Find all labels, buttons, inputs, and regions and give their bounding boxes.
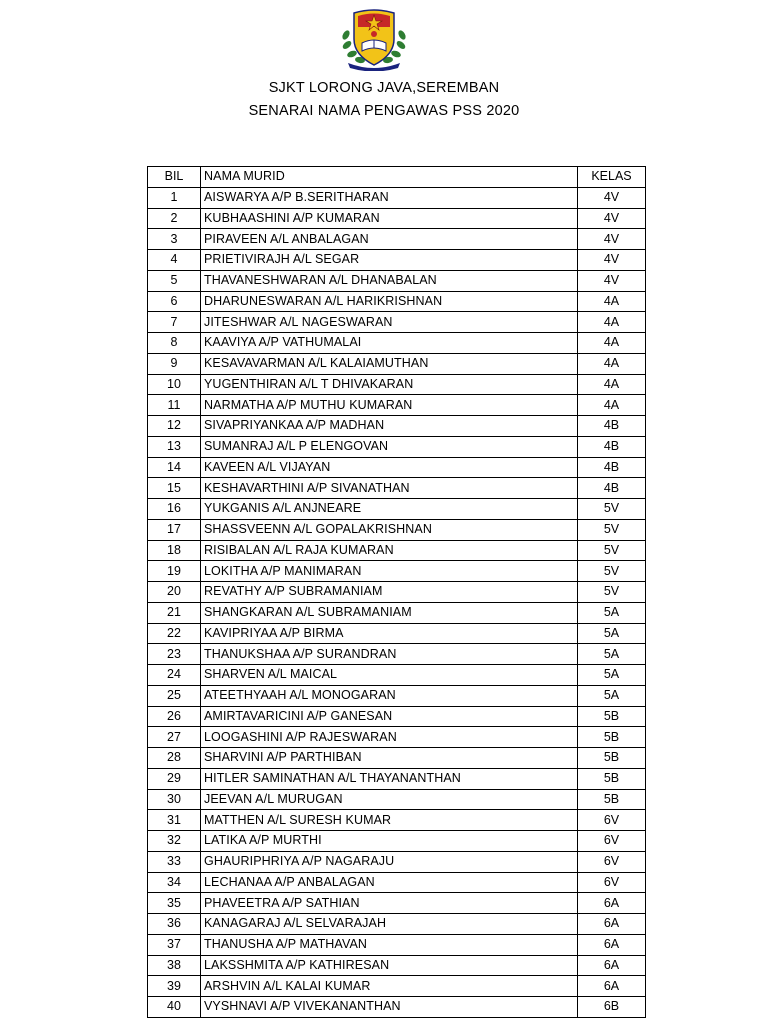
student-name-cell: KANAGARAJ A/L SELVARAJAH — [201, 914, 578, 935]
student-name-cell: ARSHVIN A/L KALAI KUMAR — [201, 976, 578, 997]
table-row — [148, 644, 646, 665]
student-name-cell: AMIRTAVARICINI A/P GANESAN — [201, 706, 578, 727]
row-number-cell: 24 — [148, 665, 201, 686]
row-number-cell: 1 — [148, 187, 201, 208]
row-number-cell: 6 — [148, 291, 201, 312]
class-cell: 5B — [578, 706, 646, 727]
class-cell: 6V — [578, 831, 646, 852]
table-row — [148, 914, 646, 935]
prefect-list-table — [147, 166, 646, 1018]
student-name-cell: SHARVINI A/P PARTHIBAN — [201, 748, 578, 769]
row-number-cell: 18 — [148, 540, 201, 561]
class-cell: 4V — [578, 229, 646, 250]
row-number-cell: 8 — [148, 333, 201, 354]
table-row — [148, 789, 646, 810]
class-cell: 4A — [578, 333, 646, 354]
class-cell: 4A — [578, 312, 646, 333]
class-cell: 4A — [578, 374, 646, 395]
student-name-cell: PHAVEETRA A/P SATHIAN — [201, 893, 578, 914]
table-row — [148, 893, 646, 914]
table-row — [148, 727, 646, 748]
row-number-cell: 19 — [148, 561, 201, 582]
table-row — [148, 768, 646, 789]
student-name-cell: GHAURIPHRIYA A/P NAGARAJU — [201, 851, 578, 872]
table-row — [148, 623, 646, 644]
row-number-cell: 10 — [148, 374, 201, 395]
student-name-cell: SIVAPRIYANKAA A/P MADHAN — [201, 416, 578, 437]
table-row — [148, 831, 646, 852]
student-name-cell: SHARVEN A/L MAICAL — [201, 665, 578, 686]
row-number-cell: 23 — [148, 644, 201, 665]
class-cell: 4B — [578, 416, 646, 437]
student-name-cell: KUBHAASHINI A/P KUMARAN — [201, 208, 578, 229]
row-number-cell: 30 — [148, 789, 201, 810]
class-cell: 6A — [578, 893, 646, 914]
table-row — [148, 872, 646, 893]
row-number-cell: 3 — [148, 229, 201, 250]
student-name-cell: SHASSVEENN A/L GOPALAKRISHNAN — [201, 519, 578, 540]
table-row — [148, 540, 646, 561]
student-name-cell: KESAVAVARMAN A/L KALAIAMUTHAN — [201, 353, 578, 374]
table-row — [148, 934, 646, 955]
class-cell: 6B — [578, 997, 646, 1018]
student-name-cell: ATEETHYAAH A/L MONOGARAN — [201, 685, 578, 706]
class-cell: 4A — [578, 353, 646, 374]
table-row — [148, 955, 646, 976]
table-row — [148, 270, 646, 291]
document-title: SENARAI NAMA PENGAWAS PSS 2020 — [248, 103, 520, 119]
student-name-cell: THAVANESHWARAN A/L DHANABALAN — [201, 270, 578, 291]
table-row — [148, 997, 646, 1018]
row-number-cell: 22 — [148, 623, 201, 644]
column-header-kelas: KELAS — [578, 167, 646, 188]
student-name-cell: NARMATHA A/P MUTHU KUMARAN — [201, 395, 578, 416]
class-cell: 5V — [578, 582, 646, 603]
student-name-cell: LATIKA A/P MURTHI — [201, 831, 578, 852]
student-name-cell: AISWARYA A/P B.SERITHARAN — [201, 187, 578, 208]
row-number-cell: 38 — [148, 955, 201, 976]
table-row — [148, 602, 646, 623]
class-cell: 6A — [578, 955, 646, 976]
table-row — [148, 312, 646, 333]
row-number-cell: 21 — [148, 602, 201, 623]
student-name-cell: KESHAVARTHINI A/P SIVANATHAN — [201, 478, 578, 499]
class-cell: 4V — [578, 250, 646, 271]
row-number-cell: 27 — [148, 727, 201, 748]
table-header-row — [148, 167, 646, 188]
row-number-cell: 14 — [148, 457, 201, 478]
row-number-cell: 31 — [148, 810, 201, 831]
row-number-cell: 26 — [148, 706, 201, 727]
student-name-cell: RISIBALAN A/L RAJA KUMARAN — [201, 540, 578, 561]
student-name-cell: LOKITHA A/P MANIMARAN — [201, 561, 578, 582]
table-row — [148, 499, 646, 520]
table-row — [148, 395, 646, 416]
student-name-cell: REVATHY A/P SUBRAMANIAM — [201, 582, 578, 603]
row-number-cell: 32 — [148, 831, 201, 852]
class-cell: 6V — [578, 851, 646, 872]
row-number-cell: 4 — [148, 250, 201, 271]
row-number-cell: 17 — [148, 519, 201, 540]
table-row — [148, 582, 646, 603]
table-row — [148, 810, 646, 831]
row-number-cell: 37 — [148, 934, 201, 955]
row-number-cell: 11 — [148, 395, 201, 416]
student-name-cell: PIRAVEEN A/L ANBALAGAN — [201, 229, 578, 250]
row-number-cell: 12 — [148, 416, 201, 437]
row-number-cell: 29 — [148, 768, 201, 789]
table-row — [148, 561, 646, 582]
student-name-cell: KAVEEN A/L VIJAYAN — [201, 457, 578, 478]
row-number-cell: 7 — [148, 312, 201, 333]
table-row — [148, 416, 646, 437]
class-cell: 5V — [578, 499, 646, 520]
student-name-cell: YUGENTHIRAN A/L T DHIVAKARAN — [201, 374, 578, 395]
student-name-cell: LOOGASHINI A/P RAJESWARAN — [201, 727, 578, 748]
student-name-cell: SUMANRAJ A/L P ELENGOVAN — [201, 436, 578, 457]
table-row — [148, 353, 646, 374]
class-cell: 5V — [578, 561, 646, 582]
row-number-cell: 5 — [148, 270, 201, 291]
student-name-cell: YUKGANIS A/L ANJNEARE — [201, 499, 578, 520]
class-cell: 5V — [578, 519, 646, 540]
school-crest-logo — [338, 5, 410, 71]
column-header-bil: BIL — [148, 167, 201, 188]
table-row — [148, 187, 646, 208]
row-number-cell: 28 — [148, 748, 201, 769]
student-name-cell: KAVIPRIYAA A/P BIRMA — [201, 623, 578, 644]
column-header-nama-murid: NAMA MURID — [201, 167, 578, 188]
class-cell: 6A — [578, 914, 646, 935]
class-cell: 5A — [578, 685, 646, 706]
row-number-cell: 25 — [148, 685, 201, 706]
student-name-cell: THANUKSHAA A/P SURANDRAN — [201, 644, 578, 665]
class-cell: 5V — [578, 540, 646, 561]
class-cell: 6V — [578, 872, 646, 893]
class-cell: 6A — [578, 934, 646, 955]
table-row — [148, 478, 646, 499]
table-row — [148, 333, 646, 354]
student-name-cell: SHANGKARAN A/L SUBRAMANIAM — [201, 602, 578, 623]
class-cell: 4A — [578, 291, 646, 312]
class-cell: 6A — [578, 976, 646, 997]
class-cell: 5B — [578, 789, 646, 810]
table-row — [148, 519, 646, 540]
table-row — [148, 976, 646, 997]
class-cell: 6V — [578, 810, 646, 831]
class-cell: 4V — [578, 270, 646, 291]
class-cell: 5A — [578, 602, 646, 623]
class-cell: 5B — [578, 748, 646, 769]
row-number-cell: 9 — [148, 353, 201, 374]
class-cell: 4V — [578, 187, 646, 208]
row-number-cell: 15 — [148, 478, 201, 499]
table-row — [148, 851, 646, 872]
row-number-cell: 16 — [148, 499, 201, 520]
class-cell: 4B — [578, 436, 646, 457]
row-number-cell: 33 — [148, 851, 201, 872]
row-number-cell: 2 — [148, 208, 201, 229]
student-name-cell: DHARUNESWARAN A/L HARIKRISHNAN — [201, 291, 578, 312]
student-name-cell: LECHANAA A/P ANBALAGAN — [201, 872, 578, 893]
class-cell: 5A — [578, 665, 646, 686]
table-row — [148, 748, 646, 769]
row-number-cell: 35 — [148, 893, 201, 914]
student-name-cell: LAKSSHMITA A/P KATHIRESAN — [201, 955, 578, 976]
table-row — [148, 436, 646, 457]
table-row — [148, 250, 646, 271]
student-name-cell: JEEVAN A/L MURUGAN — [201, 789, 578, 810]
row-number-cell: 20 — [148, 582, 201, 603]
table-row — [148, 291, 646, 312]
table-body — [148, 187, 646, 1017]
table-row — [148, 685, 646, 706]
class-cell: 5B — [578, 768, 646, 789]
student-name-cell: MATTHEN A/L SURESH KUMAR — [201, 810, 578, 831]
class-cell: 4B — [578, 457, 646, 478]
student-name-cell: THANUSHA A/P MATHAVAN — [201, 934, 578, 955]
table-row — [148, 665, 646, 686]
student-name-cell: JITESHWAR A/L NAGESWARAN — [201, 312, 578, 333]
table-row — [148, 457, 646, 478]
school-name: SJKT LORONG JAVA,SEREMBAN — [268, 80, 500, 96]
student-name-cell: VYSHNAVI A/P VIVEKANANTHAN — [201, 997, 578, 1018]
row-number-cell: 36 — [148, 914, 201, 935]
class-cell: 4V — [578, 208, 646, 229]
table-row — [148, 706, 646, 727]
row-number-cell: 13 — [148, 436, 201, 457]
table-row — [148, 229, 646, 250]
student-name-cell: HITLER SAMINATHAN A/L THAYANANTHAN — [201, 768, 578, 789]
class-cell: 5A — [578, 623, 646, 644]
class-cell: 4B — [578, 478, 646, 499]
class-cell: 5B — [578, 727, 646, 748]
row-number-cell: 34 — [148, 872, 201, 893]
class-cell: 5A — [578, 644, 646, 665]
row-number-cell: 39 — [148, 976, 201, 997]
student-name-cell: KAAVIYA A/P VATHUMALAI — [201, 333, 578, 354]
student-name-cell: PRIETIVIRAJH A/L SEGAR — [201, 250, 578, 271]
table-row — [148, 208, 646, 229]
table-row — [148, 374, 646, 395]
row-number-cell: 40 — [148, 997, 201, 1018]
class-cell: 4A — [578, 395, 646, 416]
